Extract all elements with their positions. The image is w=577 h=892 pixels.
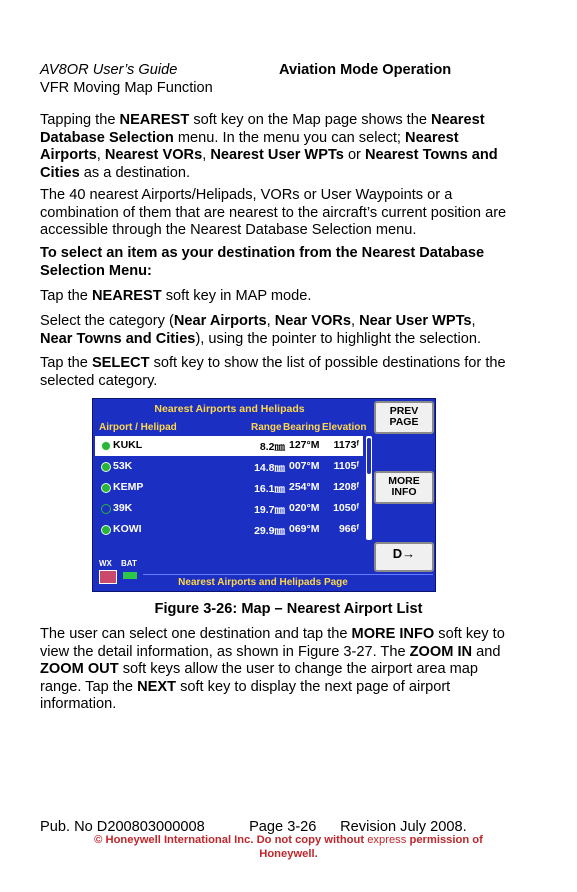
- airport-row[interactable]: KEMP 16.1㎚ 254°M 1208ᶠ: [95, 478, 363, 498]
- status-area: [95, 559, 143, 587]
- page-header-left: [40, 61, 213, 97]
- paragraph-3-heading: To select an item as your destination from the Nearest Database Selection Menu:: [40, 245, 485, 279]
- airport-icon: [101, 441, 111, 451]
- paragraph-6: Tap the SELECT soft key to show the list of possible destinations for the selected category.: [40, 355, 506, 389]
- revision: Revision July 2008.: [340, 819, 467, 835]
- scrollbar-thumb[interactable]: [367, 438, 371, 474]
- prev-page-button[interactable]: PREV PAGE: [374, 401, 434, 434]
- page-name-bar: [143, 574, 433, 590]
- weather-icon: [99, 570, 117, 584]
- list-scrollbar[interactable]: [366, 436, 372, 540]
- guide-subtitle: VFR Moving Map Function: [40, 80, 213, 96]
- paragraph-5: Select the category (Near Airports, Near VORs, Near User WPTs, Near Towns and Cities), using the pointer to highlight the selection.: [40, 313, 482, 347]
- pub-number: Pub. No D200803000008: [40, 819, 205, 835]
- direct-to-button[interactable]: [374, 542, 434, 572]
- airport-icon: [101, 483, 111, 493]
- airport-row[interactable]: 53K 14.8㎚ 007°M 1105ᶠ: [95, 457, 363, 477]
- airport-icon: [101, 525, 111, 535]
- figure-caption: Figure 3-26: Map – Nearest Airport List: [154, 601, 423, 617]
- paragraph-2: The 40 nearest Airports/Helipads, VORs or User Waypoints or a combination of them that are nearest to the aircraft’s current position are accessible through the Nearest Database Selection menu.: [40, 187, 507, 238]
- battery-icon: [123, 572, 137, 579]
- section-title: Aviation Mode Operation: [279, 62, 452, 78]
- col-range: Range: [251, 422, 282, 433]
- airport-icon: [101, 462, 111, 472]
- airport-row[interactable]: 39K 19.7㎚ 020°M 1050ᶠ: [95, 499, 363, 519]
- col-airport-helipad: Airport / Helipad: [99, 422, 177, 433]
- paragraph-7: The user can select one destination and tap the MORE INFO soft key to view the detail information, as shown in Figure 3-27. The ZOOM IN and ZOOM OUT soft keys allow the user to change the airport area map range. Tap the NEXT soft key to display the next page of airport information.: [40, 626, 505, 712]
- page-name-label: Nearest Airports and Helipads Page: [178, 577, 348, 588]
- col-elevation: Elevation: [322, 422, 367, 433]
- device-screenshot: [92, 398, 436, 592]
- guide-title: AV8OR User’s Guide: [40, 62, 178, 78]
- bat-label: BAT: [121, 559, 137, 568]
- wx-label: WX: [99, 559, 112, 568]
- direct-to-icon: D→: [392, 546, 416, 561]
- airport-row[interactable]: KOWI 29.9㎚ 069°M 966ᶠ: [95, 520, 363, 540]
- copyright-notice: © Honeywell International Inc. Do not copy without express permission of Honeywell.: [94, 834, 483, 860]
- page-number: Page 3-26: [249, 819, 317, 835]
- paragraph-1: Tapping the NEAREST soft key on the Map page shows the Nearest Database Selection menu. In the menu you can select; Nearest Airports, Nearest VORs, Nearest User WPTs or Nearest Towns and Cities as a destination.: [40, 112, 498, 181]
- device-title: Nearest Airports and Helipads: [154, 403, 305, 415]
- paragraph-4: Tap the NEAREST soft key in MAP mode.: [40, 288, 312, 304]
- airport-row[interactable]: KUKL 8.2㎚ 127°M 1173ᶠ: [95, 436, 363, 456]
- col-bearing: Bearing: [283, 422, 321, 433]
- airport-list: [95, 436, 365, 540]
- more-info-button[interactable]: MORE INFO: [374, 471, 434, 504]
- heliport-icon: [101, 504, 111, 514]
